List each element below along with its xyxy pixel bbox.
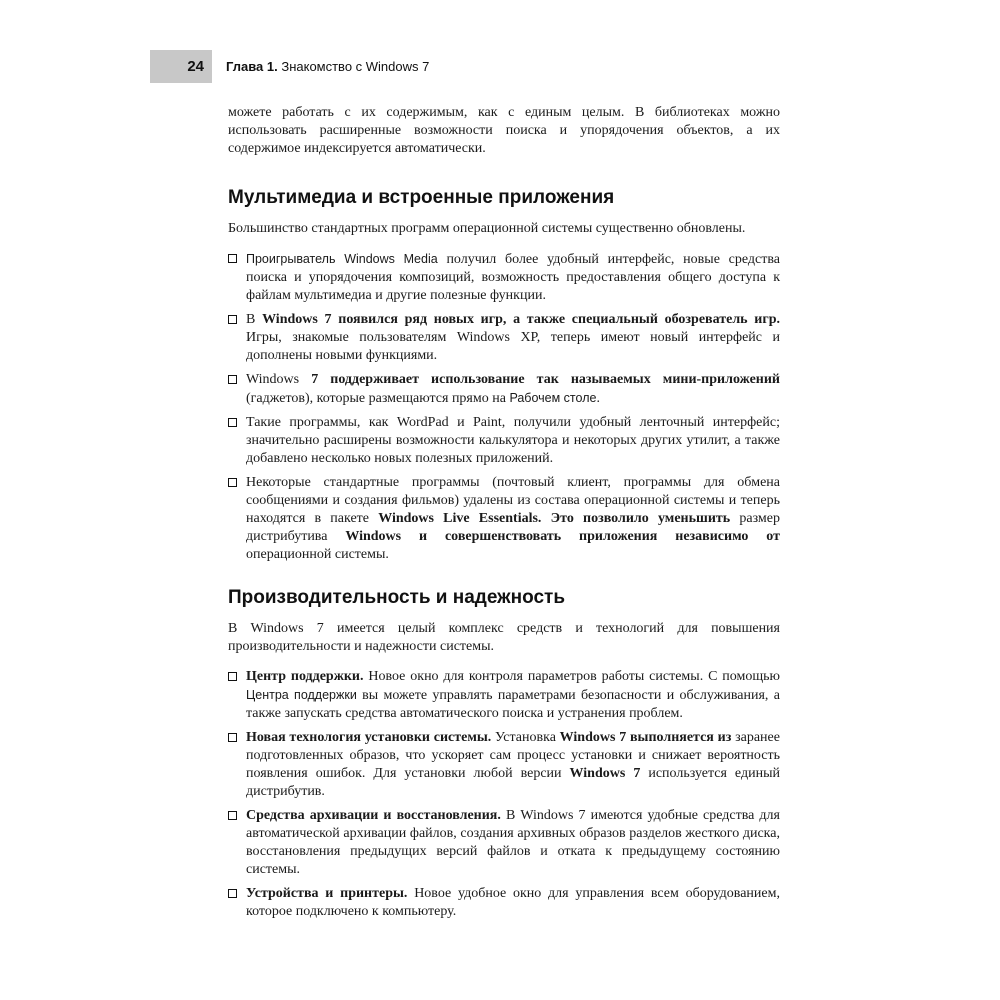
checkbox-bullet-icon [228,375,237,384]
item-text: Windows [246,372,312,387]
item-text: В Windows 7 имеются удобные средства для автоматической архивации файлов, создания архивных образов разделов жесткого диска, восстановления предыдущих версий файлов и отката к предыдущему состоянию системы. [246,808,780,877]
list-item [228,885,780,921]
list-item [228,729,780,801]
page-number: 24 [150,50,212,83]
term: Рабочем столе [509,391,597,405]
item-text: Установка [491,730,560,745]
checkbox-bullet-icon [228,418,237,427]
item-bold: Windows 7 [569,766,641,781]
list-item [228,414,780,468]
item-bold: Windows 7 появился ряд новых игр, а также специальный обозреватель игр. [262,312,781,327]
checkbox-bullet-icon [228,889,237,898]
list-item [228,474,780,564]
checkbox-bullet-icon [228,811,237,820]
item-text: Некоторые стандартные программы (почтовый клиент, программы для обмена сообщениями и создания фильмов) удалены из состава операционной системы и теперь находятся в пакете [246,475,780,526]
term: Центра поддержки [246,688,357,702]
item-text: Такие программы, как WordPad и Paint, получили удобный ленточный интерфейс; значительно расширены возможности калькулятора и некоторых других утилит, а также добавлено несколько новых полезных приложений. [246,415,780,466]
item-text: операционной системы. [246,547,389,562]
item-bold: Средства архивации и восстановления. [246,808,501,823]
list-item [228,807,780,879]
performance-list [228,668,780,921]
item-text: используется единый дистрибутив. [246,766,780,799]
term: Проигрыватель Windows Media [246,252,438,266]
list-item [228,311,780,365]
checkbox-bullet-icon [228,254,237,263]
chapter-name: Знакомство с Windows 7 [281,59,430,74]
list-item [228,371,780,408]
item-text: Новое окно для контроля параметров работы системы. С помощью [363,669,780,684]
page-content [228,104,780,927]
running-header [150,50,429,83]
item-bold: Windows Live Essentials. Это позволило уменьшить [378,511,731,526]
multimedia-list [228,250,780,564]
item-text: В [246,312,263,327]
section-heading-multimedia: Мультимедиа и встроенные приложения [228,187,615,208]
section-lead-multimedia: Большинство стандартных программ операционной системы существенно обновлены. [228,221,746,236]
section-lead-performance: В Windows 7 имеется целый комплекс средств и технологий для повышения производительности и надежности системы. [228,621,780,654]
checkbox-bullet-icon [228,672,237,681]
chapter-title [226,59,429,74]
item-bold: 7 поддерживает использование так называемых мини-приложений [311,372,780,387]
checkbox-bullet-icon [228,478,237,487]
item-text: . [596,391,600,406]
item-bold: Устройства и принтеры. [246,886,408,901]
item-bold: Windows и совершенствовать приложения независимо от [345,529,780,544]
item-bold: Центр поддержки. [246,669,364,684]
item-text: Новое удобное окно для управления всем оборудованием, которое подключено к компьютеру. [246,886,780,919]
checkbox-bullet-icon [228,315,237,324]
list-item [228,668,780,723]
list-item [228,250,780,305]
item-text: (гаджетов), которые размещаются прямо на [246,391,510,406]
item-text: заранее подготовленных образов, что ускоряет сам процесс установки и снижает вероятность появления ошибок. Для установки любой версии [246,730,780,781]
section-heading-performance: Производительность и надежность [228,587,566,608]
item-bold: Windows 7 выполняется из [559,730,732,745]
item-text: вы можете управлять параметрами безопасности и обслуживания, а также запускать средства автоматического поиска и устранения проблем. [246,688,780,721]
item-text: Игры, знакомые пользователям Windows XP, теперь имеют новый интерфейс и дополнены новыми функциями. [246,330,780,363]
item-bold: Новая технология установки системы. [246,730,492,745]
intro-paragraph: можете работать с их содержимым, как с единым целым. В библиотеках можно использовать расширенные возможности поиска и упорядочения объектов, а их содержимое индексируется автоматически. [228,105,780,156]
chapter-label: Глава 1. [226,59,278,74]
item-text: размер дистрибутива [246,511,780,544]
item-text: получил более удобный интерфейс, новые средства поиска и упорядочения композиций, возможность предоставления общего доступа к файлам мультимедиа и другие полезные функции. [246,252,780,303]
checkbox-bullet-icon [228,733,237,742]
